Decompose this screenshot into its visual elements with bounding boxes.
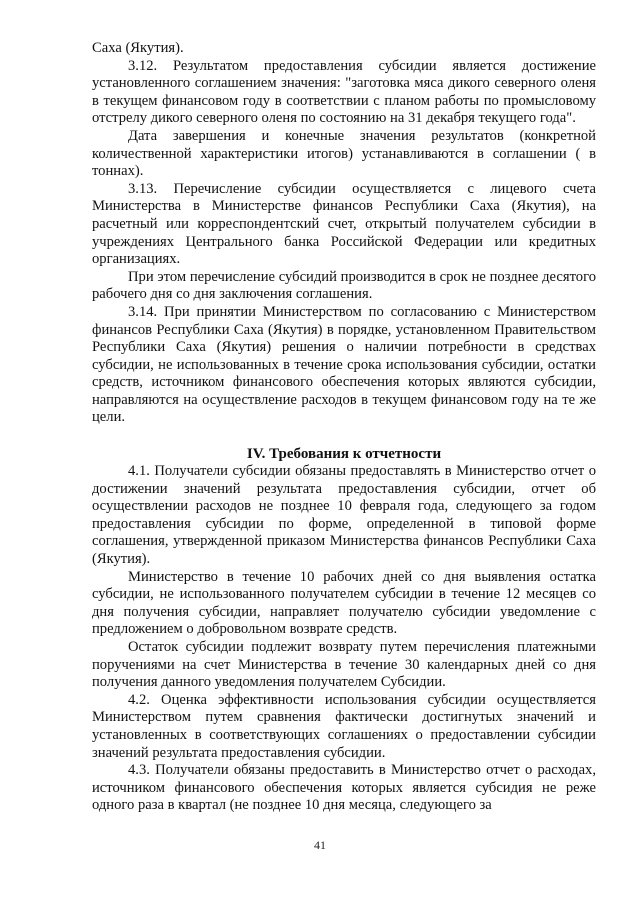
- paragraph-3-13: 3.13. Перечисление субсидии осуществляется с лицевого счета Министерства в Министерстве финансов Республики Саха (Якутия), на расчетный или корреспондентский счет, открытый получателем субсидии в учреждениях Центрального банка Российской Федерации или кредитных организациях.: [92, 180, 596, 268]
- paragraph-4-1: 4.1. Получатели субсидии обязаны предоставлять в Министерство отчет о достижении значений результата предоставления субсидии, отчет об осуществлении расходов не позднее 10 февраля года, следующего за годом предоставления субсидии по форме, определенной в типовой форме соглашения, утвержденной приказом Министерства финансов Республики Саха (Якутия).: [92, 463, 596, 568]
- section-4-body: [92, 463, 596, 815]
- paragraph-4-3: 4.3. Получатели обязаны предоставить в Министерство отчет о расходах, источником финансового обеспечения которых является субсидия не реже одного раза в квартал (не позднее 10 дня месяца, следующего за: [92, 762, 596, 814]
- section-heading: IV. Требования к отчетности: [246, 446, 442, 463]
- paragraph-4-2: 4.2. Оценка эффективности использования субсидии осуществляется Министерством путем сравнения фактически достигнутых значений и установленных в соответствующих соглашениях о предоставлении субсидии значений результата предоставления субсидии.: [92, 691, 596, 761]
- paragraph-3-14: 3.14. При принятии Министерством по согласованию с Министерством финансов Республики Саха (Якутия) в порядке, установленном Правительством Республики Саха (Якутия) решения о наличии потребности в средствах субсидии, не использованных в течение срока использования субсидии, остатки средств, источником финансового обеспечения которых являются субсидии, направляются на осуществление расходов в текущем финансовом году на те же цели.: [92, 303, 596, 426]
- page-number: 41: [314, 838, 326, 852]
- paragraph-4-1-return: Остаток субсидии подлежит возврату путем перечисления платежными поручениями на счет Министерства в течение 30 календарных дней со дня получения данного уведомления получателем Субсидии.: [92, 639, 596, 691]
- paragraph-3-13-term: При этом перечисление субсидий производится в срок не позднее десятого рабочего дня со дня заключения соглашения.: [92, 268, 596, 303]
- paragraph-3-12: 3.12. Результатом предоставления субсидии является достижение установленного соглашением значения: "заготовка мяса дикого северного оленя в текущем финансовом году в соответствии с планом работы по промысловому отстрелу дикого северного оленя по состоянию на 31 декабря текущего года".: [92, 57, 596, 127]
- paragraph-4-1-remainder: Министерство в течение 10 рабочих дней со дня выявления остатка субсидии, не использованного получателем субсидии в течение 12 месяцев со дня получения субсидии, направляет получателю субсидии уведомление с предложением о добровольном возврате средств.: [92, 568, 596, 638]
- paragraph-3-12-dates: Дата завершения и конечные значения результатов (конкретной количественной характеристики итогов) устанавливаются в соглашении ( в тоннах).: [92, 127, 596, 180]
- document-page: [92, 40, 596, 815]
- paragraph-cont: Саха (Якутия).: [92, 40, 184, 56]
- section-3-body: [92, 40, 596, 427]
